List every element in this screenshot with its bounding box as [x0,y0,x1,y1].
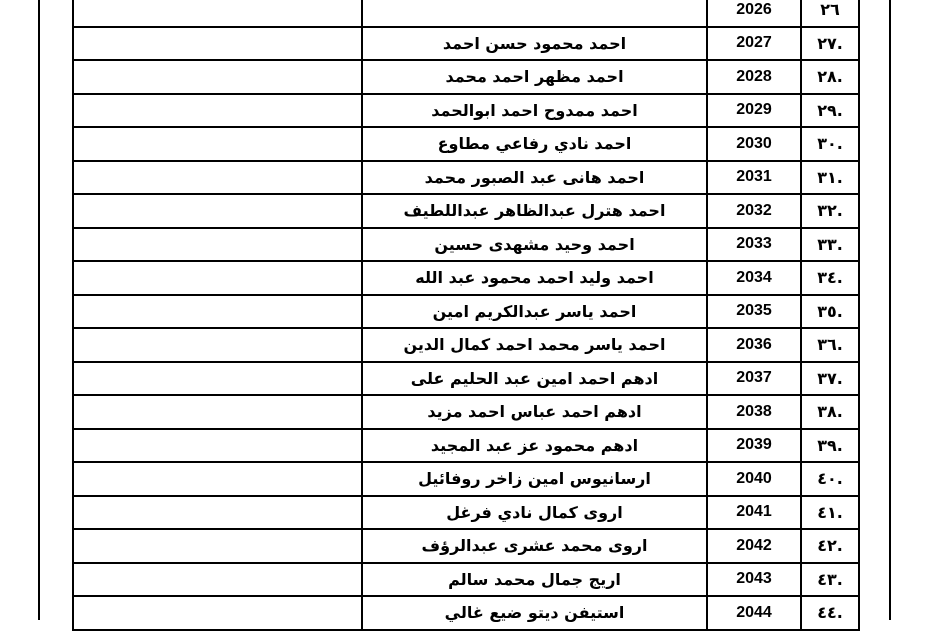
row-index-cell: .٣٩ [801,429,859,463]
student-name-cell: احمد ياسر محمد احمد كمال الدين [362,328,707,362]
student-name-cell: احمد هانى عبد الصبور محمد [362,161,707,195]
seat-number-cell: 2036 [707,328,801,362]
row-index-cell: .٣٤ [801,261,859,295]
seat-number-cell: 2044 [707,596,801,630]
blank-cell [73,563,362,597]
row-index-cell: .٤١ [801,496,859,530]
table-row [73,127,859,161]
table-row [73,563,859,597]
blank-cell [73,462,362,496]
seat-number-cell: 2042 [707,529,801,563]
blank-cell [73,94,362,128]
student-name-cell: استيفن ديتو ضيع غالي [362,596,707,630]
student-name-cell: ادهم محمود عز عبد المجيد [362,429,707,463]
seat-number-cell: 2028 [707,60,801,94]
blank-cell [73,328,362,362]
table-row [73,161,859,195]
row-index-cell: .٣٨ [801,395,859,429]
student-name-cell: اروى محمد عشرى عبدالرؤف [362,529,707,563]
row-index-cell: .٢٩ [801,94,859,128]
row-index-cell: .٣٣ [801,228,859,262]
seat-number-cell: 2040 [707,462,801,496]
seat-number-cell: 2032 [707,194,801,228]
student-name-cell: احمد وحيد مشهدى حسين [362,228,707,262]
table-row [73,94,859,128]
blank-cell [73,127,362,161]
seat-number-cell: 2039 [707,429,801,463]
blank-cell [73,0,362,27]
row-index-cell: .٣٢ [801,194,859,228]
student-name-cell: اريج جمال محمد سالم [362,563,707,597]
row-index-cell: .٤٢ [801,529,859,563]
table-row [73,261,859,295]
row-index-cell: .٤٣ [801,563,859,597]
blank-cell [73,496,362,530]
row-index-cell: ٢٦ [801,0,859,27]
table-row [73,0,859,27]
table-row [73,596,859,630]
student-name-cell: ادهم احمد عباس احمد مزيد [362,395,707,429]
table-row [73,228,859,262]
row-index-cell: .٣٧ [801,362,859,396]
student-name-cell: ارسانيوس امين زاخر روفائيل [362,462,707,496]
student-name-cell: احمد هترل عبدالظاهر عبداللطيف [362,194,707,228]
row-index-cell: .٤٠ [801,462,859,496]
row-index-cell: .٣٥ [801,295,859,329]
seat-number-cell: 2034 [707,261,801,295]
seat-number-cell: 2035 [707,295,801,329]
blank-cell [73,27,362,61]
student-name-cell: احمد ياسر عبدالكريم امين [362,295,707,329]
table-row [73,429,859,463]
seat-number-cell: 2037 [707,362,801,396]
page-border-left [38,0,40,620]
roster-body [73,0,859,630]
table-row [73,462,859,496]
seat-number-cell: 2026 [707,0,801,27]
student-name-cell: ادهم احمد امين عبد الحليم على [362,362,707,396]
blank-cell [73,395,362,429]
student-name-cell: احمد محمود حسن احمد [362,27,707,61]
seat-number-cell: 2030 [707,127,801,161]
blank-cell [73,429,362,463]
student-roster-table [72,0,860,631]
table-row [73,194,859,228]
blank-cell [73,161,362,195]
row-index-cell: .٤٤ [801,596,859,630]
blank-cell [73,596,362,630]
blank-cell [73,60,362,94]
blank-cell [73,362,362,396]
blank-cell [73,295,362,329]
row-index-cell: .٢٨ [801,60,859,94]
seat-number-cell: 2038 [707,395,801,429]
seat-number-cell: 2041 [707,496,801,530]
row-index-cell: .٣٠ [801,127,859,161]
blank-cell [73,529,362,563]
table-row [73,60,859,94]
seat-number-cell: 2033 [707,228,801,262]
student-name-cell: احمد ممدوح احمد ابوالحمد [362,94,707,128]
seat-number-cell: 2029 [707,94,801,128]
student-name-cell: احمد نادي رفاعي مطاوع [362,127,707,161]
table-row [73,496,859,530]
seat-number-cell: 2031 [707,161,801,195]
seat-number-cell: 2027 [707,27,801,61]
page-border-right [889,0,891,620]
table-row [73,27,859,61]
blank-cell [73,194,362,228]
blank-cell [73,261,362,295]
blank-cell [73,228,362,262]
student-name-cell: احمد مظهر احمد محمد [362,60,707,94]
table-row [73,529,859,563]
table-row [73,328,859,362]
seat-number-cell: 2043 [707,563,801,597]
row-index-cell: .٢٧ [801,27,859,61]
table-row [73,362,859,396]
student-name-cell: اروى كمال نادي فرغل [362,496,707,530]
student-name-cell: احمد وليد احمد محمود عبد الله [362,261,707,295]
table-row [73,395,859,429]
row-index-cell: .٣١ [801,161,859,195]
table-row [73,295,859,329]
row-index-cell: .٣٦ [801,328,859,362]
student-name-cell [362,0,707,27]
